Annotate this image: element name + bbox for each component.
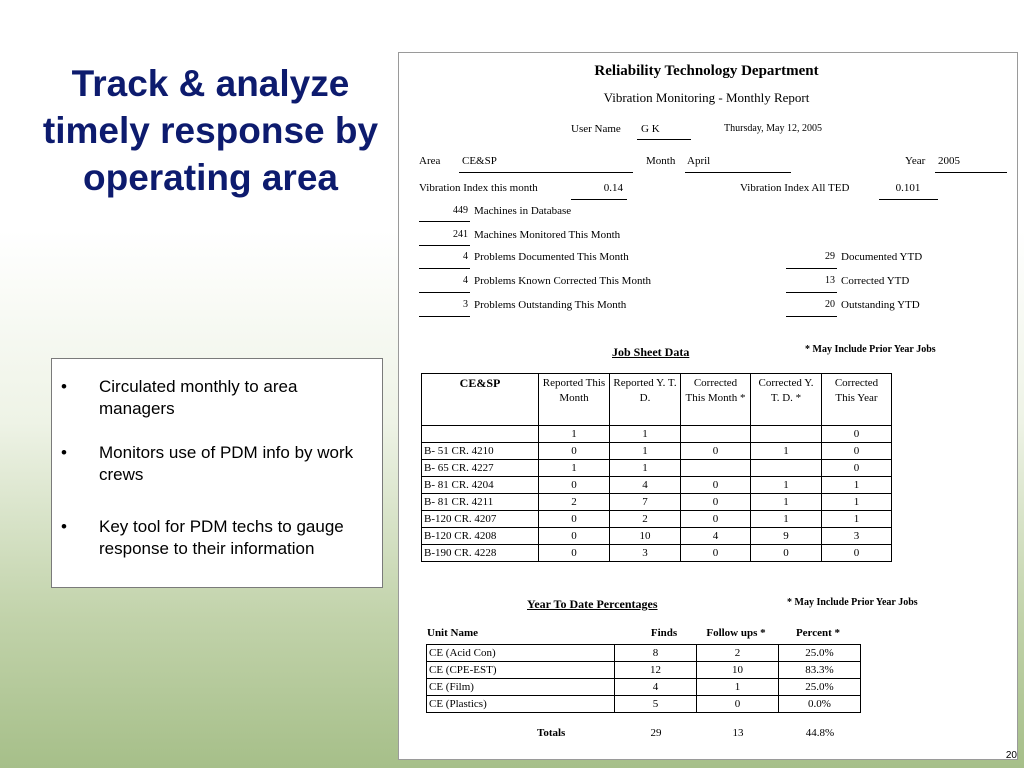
table-cell: 10 [697,662,779,679]
table-cell-unit: CE (Film) [427,679,615,696]
table-row [422,443,892,460]
stat-underline [419,292,470,293]
stat-label: Outstanding YTD [841,299,920,311]
month-label: Month [646,155,676,167]
stat-value: 241 [453,229,468,240]
table-row [422,426,892,443]
table-cell: 0 [751,545,822,562]
stat-underline [419,316,470,317]
stat-value: 449 [453,205,468,216]
table-cell: 0 [822,426,892,443]
table-cell: 0 [697,696,779,713]
year-value: 2005 [938,155,960,167]
column-header: Percent * [795,627,841,639]
report-document [398,52,1018,760]
table-cell: 0 [539,545,610,562]
table-cell: 0 [681,511,751,528]
table-cell: 4 [681,528,751,545]
table-cell: 1 [697,679,779,696]
stat-label: Problems Outstanding This Month [474,299,627,311]
bullet-item: • Circulated monthly to area managers [99,376,369,420]
column-header: Reported This Month [539,374,610,426]
column-header: Corrected This Year [822,374,892,426]
table-cell: 0 [681,545,751,562]
year-label: Year [905,155,926,167]
table-cell: 1 [751,494,822,511]
table-cell [751,460,822,477]
table-cell [681,426,751,443]
table-cell: 25.0% [779,679,861,696]
table-cell: 1 [751,477,822,494]
table-row [422,494,892,511]
column-header: CE&SP [422,374,539,426]
table-cell: 83.3% [779,662,861,679]
table-cell: 0 [822,443,892,460]
area-underline [459,172,633,173]
table-cell: 1 [751,443,822,460]
table-row [427,696,861,713]
table-cell: 10 [610,528,681,545]
table-cell: 3 [822,528,892,545]
table-cell-unit: B- 51 CR. 4210 [422,443,539,460]
user-name-value: G K [641,123,660,135]
report-subtitle: Vibration Monitoring - Monthly Report [603,90,810,105]
bullet-item: • Monitors use of PDM info by work crews [99,442,369,486]
table-cell: 2 [539,494,610,511]
table-cell: 0 [681,443,751,460]
table-cell [681,460,751,477]
column-header: Corrected Y. T. D. * [751,374,822,426]
table-cell: 1 [539,426,610,443]
bullet-item: • Key tool for PDM techs to gauge response to their information [99,516,369,560]
table-row [422,477,892,494]
vib-all-label: Vibration Index All TED [740,182,850,194]
table-row [427,662,861,679]
month-value: April [687,155,711,167]
report-department: Reliability Technology Department [594,63,819,79]
column-header: Unit Name [427,627,479,639]
vib-month-value: 0.14 [603,182,623,194]
table-cell-unit: B- 65 CR. 4227 [422,460,539,477]
job-sheet-table [421,373,892,562]
stat-value: 20 [825,299,835,310]
table-cell: 0 [681,494,751,511]
stat-label: Problems Documented This Month [474,251,629,263]
table-cell-unit: B-120 CR. 4208 [422,528,539,545]
ytd-title: Year To Date Percentages [527,597,658,611]
totals-label: Totals [537,727,566,739]
stat-label: Documented YTD [841,251,923,263]
table-row [422,528,892,545]
table-cell: 1 [539,460,610,477]
table-cell: 5 [615,696,697,713]
page-number: 20 [1005,750,1017,761]
table-row [422,511,892,528]
stat-underline [419,221,470,222]
table-cell: 0 [822,545,892,562]
month-underline [685,172,791,173]
table-cell: 0 [539,477,610,494]
table-row [422,460,892,477]
table-cell-unit: CE (CPE-EST) [427,662,615,679]
table-cell: 0 [822,460,892,477]
table-cell: 1 [610,443,681,460]
ytd-note: * May Include Prior Year Jobs [787,597,918,608]
area-label: Area [419,155,441,167]
table-cell: 25.0% [779,645,861,662]
table-header-row [422,374,892,426]
table-cell-unit [422,426,539,443]
table-cell: 9 [751,528,822,545]
vib-all-underline [879,199,938,200]
table-cell: 3 [610,545,681,562]
user-name-label: User Name [571,123,621,135]
stat-underline [786,292,837,293]
table-cell: 0 [539,443,610,460]
stat-value: 4 [463,275,468,286]
table-cell: 2 [697,645,779,662]
column-header: Finds [650,627,678,639]
table-cell-unit: B-190 CR. 4228 [422,545,539,562]
stat-underline [786,268,837,269]
ytd-rows [427,645,861,713]
stat-label: Machines Monitored This Month [474,229,621,241]
stat-label: Corrected YTD [841,275,910,287]
table-row [422,545,892,562]
table-cell: 4 [615,679,697,696]
user-name-underline [637,139,691,140]
column-header: Reported Y. T. D. [610,374,681,426]
stat-underline [419,245,470,246]
table-cell: 0 [539,511,610,528]
table-cell: 0 [539,528,610,545]
vib-month-underline [571,199,627,200]
stat-label: Machines in Database [474,205,572,217]
table-cell-unit: B- 81 CR. 4211 [422,494,539,511]
table-row [427,679,861,696]
table-cell: 1 [610,460,681,477]
area-value: CE&SP [462,155,497,167]
stat-underline [786,316,837,317]
stat-underline [419,268,470,269]
ytd-table [426,644,861,713]
job-sheet-title: Job Sheet Data [612,345,690,359]
totals-value: 44.8% [805,727,835,739]
table-cell: 1 [751,511,822,528]
totals-value: 29 [650,727,662,739]
table-cell: 1 [822,511,892,528]
table-cell: 12 [615,662,697,679]
table-row [427,645,861,662]
table-cell: 1 [610,426,681,443]
table-cell: 2 [610,511,681,528]
stat-label: Problems Known Corrected This Month [474,275,652,287]
table-cell-unit: CE (Acid Con) [427,645,615,662]
report-date: Thursday, May 12, 2005 [724,123,822,134]
column-header: Follow ups * [706,627,766,639]
bullet-box [51,358,383,588]
slide-title: Track & analyze timely response by operating area [42,63,379,198]
table-cell: 0.0% [779,696,861,713]
stat-value: 13 [825,275,835,286]
table-cell-unit: B-120 CR. 4207 [422,511,539,528]
column-header: Corrected This Month * [681,374,751,426]
totals-value: 13 [732,727,744,739]
job-sheet-rows [422,426,892,562]
table-cell: 7 [610,494,681,511]
vib-all-value: 0.101 [895,182,921,194]
table-cell: 1 [822,494,892,511]
table-cell: 1 [822,477,892,494]
table-cell: 0 [681,477,751,494]
stat-value: 3 [463,299,468,310]
table-cell-unit: B- 81 CR. 4204 [422,477,539,494]
stat-value: 29 [825,251,835,262]
table-cell: 4 [610,477,681,494]
table-cell: 8 [615,645,697,662]
table-cell [751,426,822,443]
vib-month-label: Vibration Index this month [419,182,538,194]
stat-value: 4 [463,251,468,262]
table-cell-unit: CE (Plastics) [427,696,615,713]
year-underline [935,172,1007,173]
job-sheet-note: * May Include Prior Year Jobs [805,344,936,355]
